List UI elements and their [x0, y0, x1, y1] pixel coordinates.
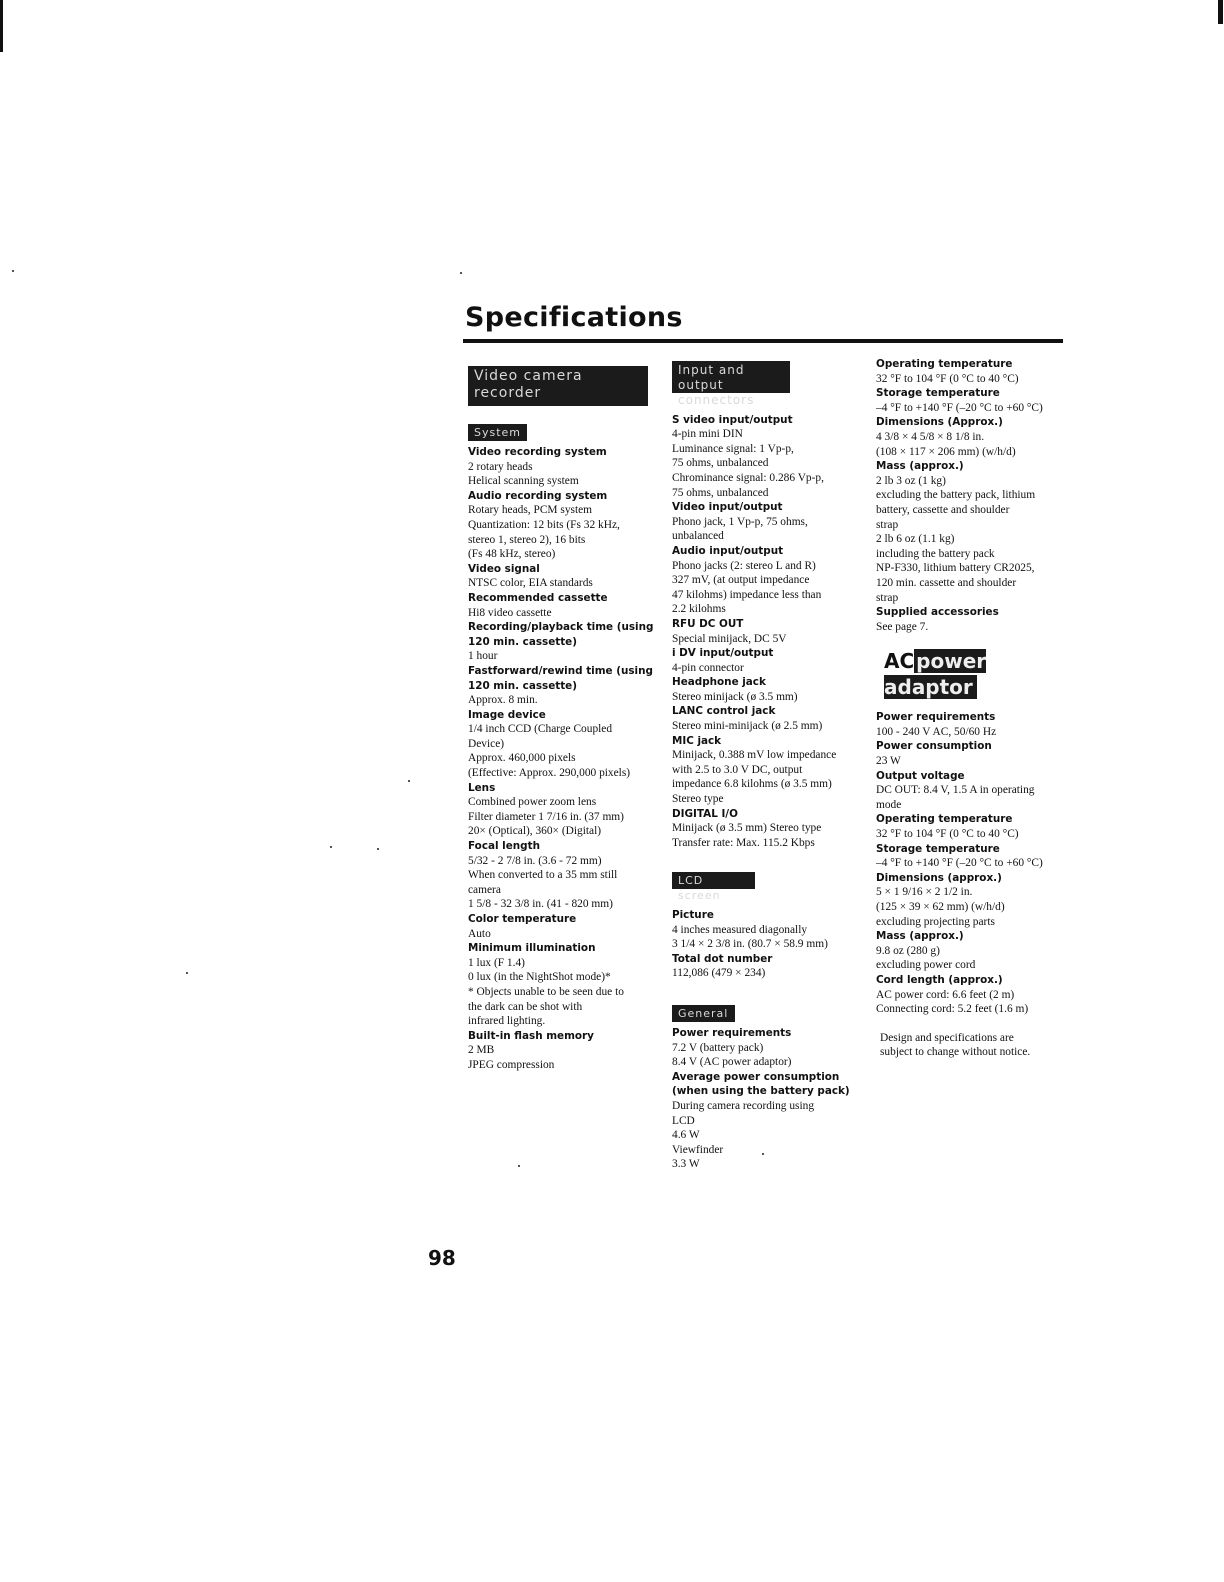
- change-notice: Design and specifications are subject to change without notice.: [880, 1031, 1031, 1059]
- spec-value: Approx. 8 min.: [468, 694, 538, 707]
- spec-label: Recording/playback time (using 120 min. cassette): [468, 621, 654, 648]
- spec-item: [672, 646, 867, 675]
- spec-label: Focal length: [468, 840, 540, 853]
- spec-label: Video input/output: [672, 501, 783, 514]
- spec-label: Image device: [468, 708, 546, 721]
- spec-list-general: [672, 1026, 867, 1172]
- spec-value: DC OUT: 8.4 V, 1.5 A in operating mode: [876, 784, 1035, 811]
- spec-item: [672, 544, 867, 617]
- spec-label: Mass (approx.): [876, 460, 964, 473]
- spec-item: [468, 664, 658, 708]
- spec-label: Dimensions (approx.): [876, 871, 1002, 884]
- spec-item: [468, 445, 658, 489]
- left-edge-mark: [0, 0, 3, 52]
- right-edge-mark: [1218, 0, 1223, 24]
- spec-value: 7.2 V (battery pack) 8.4 V (AC power adaptor): [672, 1041, 792, 1069]
- spec-label: Fastforward/rewind time (using 120 min. cassette): [468, 664, 653, 692]
- page-title: Specifications: [465, 302, 683, 333]
- spec-label: Average power consumption (when using the battery pack): [672, 1070, 850, 1098]
- spec-item: [468, 489, 658, 562]
- spec-label: Storage temperature: [876, 842, 1000, 855]
- spec-item: [672, 704, 867, 733]
- spec-label: DIGITAL I/O: [672, 807, 738, 820]
- spec-label: RFU DC OUT: [672, 617, 744, 630]
- spec-value: 2 rotary heads Helical scanning system: [468, 460, 579, 488]
- spec-label: Minimum illumination: [468, 942, 596, 955]
- spec-item: [672, 734, 867, 807]
- scan-speck: [762, 1153, 764, 1155]
- spec-label: Operating temperature: [876, 813, 1013, 826]
- spec-value: 32 °F to 104 °F (0 °C to 40 °C): [876, 372, 1019, 385]
- spec-value: Special minijack, DC 5V: [672, 632, 787, 645]
- spec-label: Power requirements: [672, 1026, 792, 1039]
- spec-value: 2 MB JPEG compression: [468, 1044, 555, 1071]
- scan-speck: [518, 1165, 520, 1167]
- spec-item: [876, 739, 1066, 768]
- spec-item: [876, 842, 1066, 871]
- spec-label: S video input/output: [672, 413, 793, 426]
- spec-item: [876, 812, 1066, 841]
- spec-list-video-camera-recorder: [468, 445, 658, 1073]
- spec-value: 23 W: [876, 755, 901, 768]
- column-video-camera-recorder: [468, 366, 658, 1073]
- spec-item: [672, 413, 867, 501]
- spec-value: 1/4 inch CCD (Charge Coupled Device) Approx. 460,000 pixels (Effective: Approx. 290,000 pixels): [468, 723, 631, 780]
- spec-item: [876, 929, 1066, 973]
- spec-label: Lens: [468, 781, 496, 794]
- spec-list-general-continued: [876, 357, 1066, 634]
- page-number: 98: [428, 1246, 456, 1270]
- spec-label: Built-in flash memory: [468, 1029, 594, 1042]
- spec-value: 4-pin mini DIN Luminance signal: 1 Vp-p, 75 ohms, unbalanced Chrominance signal: 0.286 Vp-p, 75 ohms, unbalanced: [672, 428, 824, 499]
- spec-label: Power consumption: [876, 740, 992, 753]
- spec-value: During camera recording using LCD 4.6 W Viewfinder 3.3 W: [672, 1099, 815, 1171]
- spec-item: [672, 1026, 867, 1070]
- spec-label: Operating temperature: [876, 358, 1013, 370]
- spec-item: [672, 1070, 867, 1172]
- spec-value: See page 7.: [876, 620, 929, 633]
- scan-speck: [377, 848, 379, 850]
- spec-value: Stereo mini-minijack (ø 2.5 mm): [672, 720, 823, 733]
- spec-value: 1 hour: [468, 650, 498, 663]
- spec-value: Minijack, 0.388 mV low impedance with 2.5 to 3.0 V DC, output impedance 6.8 kilohms (ø 3.5 mm) Stereo type: [672, 749, 837, 806]
- spec-value: 5 × 1 9/16 × 2 1/2 in. (125 × 39 × 62 mm) (w/h/d) excluding projecting parts: [876, 886, 1005, 928]
- spec-value: Combined power zoom lens Filter diameter 1 7/16 in. (37 mm) 20× (Optical), 360× (Digital): [468, 796, 624, 838]
- spec-label: Color temperature: [468, 913, 577, 925]
- spec-list-lcd-screen: [672, 908, 867, 981]
- spec-item: [876, 605, 1066, 634]
- spec-label: Cord length (approx.): [876, 973, 1003, 986]
- spec-value: Hi8 video cassette: [468, 606, 552, 619]
- spec-item: [468, 912, 658, 941]
- spec-item: [876, 357, 1066, 386]
- scan-speck: [460, 272, 462, 274]
- spec-value: 1 lux (F 1.4) 0 lux (in the NightShot mode)* * Objects unable to be seen due to the dark can be shot with infrared lighting.: [468, 956, 624, 1028]
- spec-item: [672, 807, 867, 851]
- spec-value: Rotary heads, PCM system Quantization: 12 bits (Fs 32 kHz, stereo 1, stereo 2), 16 bits (Fs 48 kHz, stereo): [468, 504, 620, 561]
- spec-item: [876, 710, 1066, 739]
- spec-item: [672, 675, 867, 704]
- column-io-lcd-general: [672, 361, 867, 1172]
- spec-item: [876, 769, 1066, 813]
- spec-label: Dimensions (Approx.): [876, 416, 1003, 429]
- spec-item: [876, 871, 1066, 929]
- spec-value: Phono jacks (2: stereo L and R) 327 mV, (at output impedance 47 kilohms) impedance less than 2.2 kilohms: [672, 559, 822, 616]
- spec-value: 4-pin connector: [672, 661, 744, 674]
- scan-speck: [12, 270, 14, 272]
- title-rule: [463, 339, 1063, 343]
- spec-label: Headphone jack: [672, 676, 766, 689]
- spec-label: Output voltage: [876, 769, 965, 782]
- spec-list-ac-power-adaptor: [876, 710, 1066, 1016]
- spec-item: [468, 839, 658, 912]
- spec-item: [672, 952, 867, 981]
- spec-value: NTSC color, EIA standards: [468, 577, 593, 590]
- ac-heading-inverted: power adaptor: [884, 649, 987, 700]
- spec-item: [468, 781, 658, 839]
- ac-heading-prefix: AC: [884, 649, 915, 674]
- spec-label: Storage temperature: [876, 387, 1000, 400]
- spec-item: [468, 708, 658, 781]
- spec-item: [468, 562, 658, 591]
- scan-speck: [330, 846, 332, 848]
- spec-label: Video signal: [468, 562, 540, 575]
- spec-value: 9.8 oz (280 g) excluding power cord: [876, 944, 976, 972]
- section-heading-video-camera-recorder: Video camera recorder: [468, 366, 648, 406]
- spec-value: 32 °F to 104 °F (0 °C to 40 °C): [876, 828, 1019, 841]
- scan-speck: [408, 780, 410, 782]
- section-heading-general: General: [672, 1005, 735, 1022]
- spec-item: [876, 415, 1066, 459]
- spec-item: [468, 1029, 658, 1073]
- spec-value: Minijack (ø 3.5 mm) Stereo type Transfer rate: Max. 115.2 Kbps: [672, 822, 822, 849]
- spec-item: [876, 459, 1066, 605]
- spec-label: Audio input/output: [672, 544, 784, 557]
- spec-item: [468, 620, 658, 664]
- section-heading-input-output: Input and output connectors: [672, 361, 790, 393]
- spec-item: [672, 500, 867, 544]
- spec-item: [468, 941, 658, 1029]
- spec-label: Supplied accessories: [876, 606, 999, 619]
- subheading-system: System: [468, 424, 527, 441]
- section-heading-lcd-screen: LCD screen: [672, 872, 755, 889]
- section-heading-ac-power-adaptor: [884, 648, 1066, 700]
- scan-speck: [186, 972, 188, 974]
- spec-item: [876, 973, 1066, 1017]
- spec-item: [672, 617, 867, 646]
- spec-label: Picture: [672, 909, 714, 921]
- spec-label: Video recording system: [468, 446, 607, 458]
- column-general-ac-adaptor: [876, 357, 1066, 1060]
- spec-value: Auto: [468, 927, 491, 940]
- spec-label: Total dot number: [672, 952, 773, 965]
- spec-value: –4 °F to +140 °F (–20 °C to +60 °C): [876, 857, 1043, 870]
- spec-value: 4 inches measured diagonally 3 1/4 × 2 3/8 in. (80.7 × 58.9 mm): [672, 923, 828, 951]
- spec-value: 2 lb 3 oz (1 kg) excluding the battery pack, lithium battery, cassette and shoulder strap 2 lb 6 oz (1.1 kg) including the battery pack NP-F330, lithium battery CR2025, 120 min. cassette and shoulder strap: [876, 474, 1036, 604]
- spec-item: [468, 591, 658, 620]
- spec-value: 4 3/8 × 4 5/8 × 8 1/8 in. (108 × 117 × 206 mm) (w/h/d): [876, 430, 1016, 458]
- spec-value: AC power cord: 6.6 feet (2 m) Connecting cord: 5.2 feet (1.6 m): [876, 988, 1029, 1016]
- spec-item: [876, 386, 1066, 415]
- spec-value: 5/32 - 2 7/8 in. (3.6 - 72 mm) When converted to a 35 mm still camera 1 5/8 - 32 3/8 in. (41 - 820 mm): [468, 854, 618, 911]
- spec-label: LANC control jack: [672, 705, 776, 718]
- spec-label: Mass (approx.): [876, 930, 964, 943]
- spec-label: Audio recording system: [468, 489, 608, 502]
- spec-value: –4 °F to +140 °F (–20 °C to +60 °C): [876, 401, 1043, 414]
- spec-list-input-output: [672, 413, 867, 851]
- spec-label: Power requirements: [876, 711, 996, 724]
- spec-value: 100 - 240 V AC, 50/60 Hz: [876, 725, 997, 738]
- spec-value: Phono jack, 1 Vp-p, 75 ohms, unbalanced: [672, 515, 808, 543]
- spec-value: 112,086 (479 × 234): [672, 967, 766, 980]
- spec-item: [672, 908, 867, 952]
- spec-label: Recommended cassette: [468, 591, 608, 604]
- spec-label: MIC jack: [672, 734, 722, 747]
- spec-label: i DV input/output: [672, 647, 774, 660]
- spec-value: Stereo minijack (ø 3.5 mm): [672, 690, 798, 703]
